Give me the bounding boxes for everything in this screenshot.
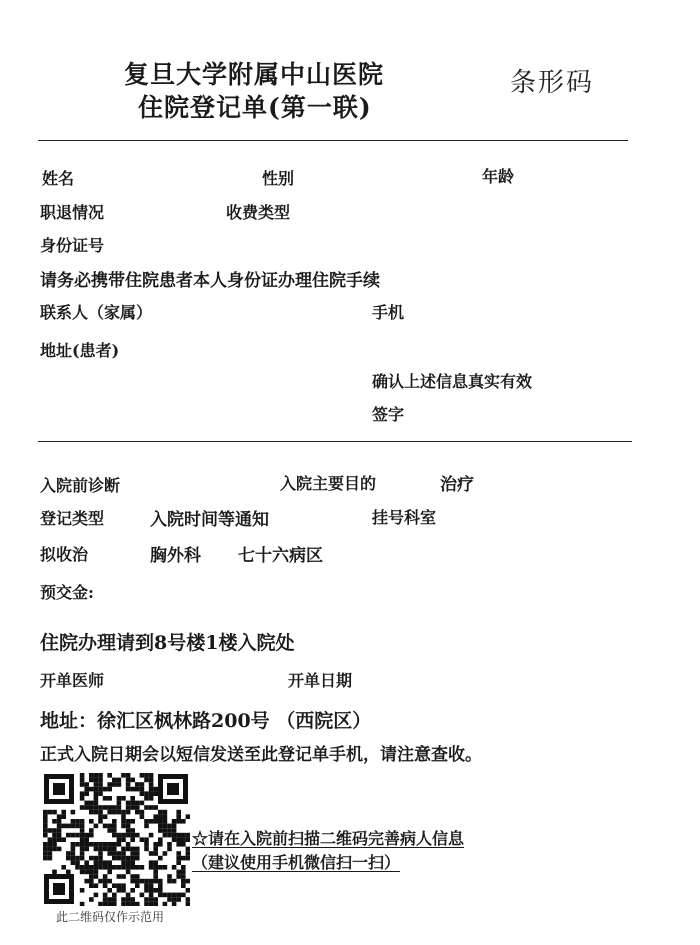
purpose-value: 治疗 xyxy=(440,475,474,495)
id-number-label: 身份证号 xyxy=(40,236,105,255)
divider-middle xyxy=(38,441,632,442)
form-title: 住院登记单(第一联) xyxy=(138,93,372,122)
age-label: 年龄 xyxy=(482,167,515,186)
sms-notice: 正式入院日期会以短信发送至此登记单手机，请注意查收。 xyxy=(40,745,482,765)
deposit-label: 预交金: xyxy=(40,583,94,602)
name-label: 姓名 xyxy=(42,169,75,188)
purpose-label: 入院主要目的 xyxy=(280,474,377,493)
fee-type-label: 收费类型 xyxy=(226,203,291,222)
id-card-notice: 请务必携带住院患者本人身份证办理住院手续 xyxy=(40,271,380,291)
hospital-address: 地址：徐汇区枫林路200号 （西院区） xyxy=(40,710,372,732)
contact-label: 联系人（家属） xyxy=(40,303,153,322)
address-label: 地址(患者) xyxy=(40,341,120,360)
qr-instruction: ☆请在入院前扫描二维码完善病人信息 xyxy=(192,829,465,848)
divider-top xyxy=(38,140,628,141)
diagnosis-label: 入院前诊断 xyxy=(40,476,121,495)
intended-department: 胸外科 xyxy=(150,546,201,566)
employment-label: 职退情况 xyxy=(40,203,105,222)
confirm-label: 确认上述信息真实有效 xyxy=(372,372,533,391)
doctor-label: 开单医师 xyxy=(40,671,105,690)
phone-label: 手机 xyxy=(372,303,405,322)
admission-location-notice: 住院办理请到8号楼1楼入院处 xyxy=(40,632,295,654)
intended-ward: 七十六病区 xyxy=(238,546,323,566)
qr-instruction-sub: （建议使用手机微信扫一扫） xyxy=(192,853,401,872)
registration-type-label: 登记类型 xyxy=(40,509,105,528)
barcode-label: 条形码 xyxy=(510,68,595,98)
signature-label: 签字 xyxy=(372,405,405,424)
gender-label: 性别 xyxy=(262,169,295,188)
qr-caption: 此二维码仅作示范用 xyxy=(56,910,165,924)
registration-type-value: 入院时间等通知 xyxy=(150,510,269,530)
intended-label: 拟收治 xyxy=(40,545,89,564)
department-label: 挂号科室 xyxy=(372,508,437,527)
order-date-label: 开单日期 xyxy=(288,671,353,690)
hospital-title: 复旦大学附属中山医院 xyxy=(124,60,385,89)
qr-code-icon[interactable] xyxy=(42,772,190,906)
